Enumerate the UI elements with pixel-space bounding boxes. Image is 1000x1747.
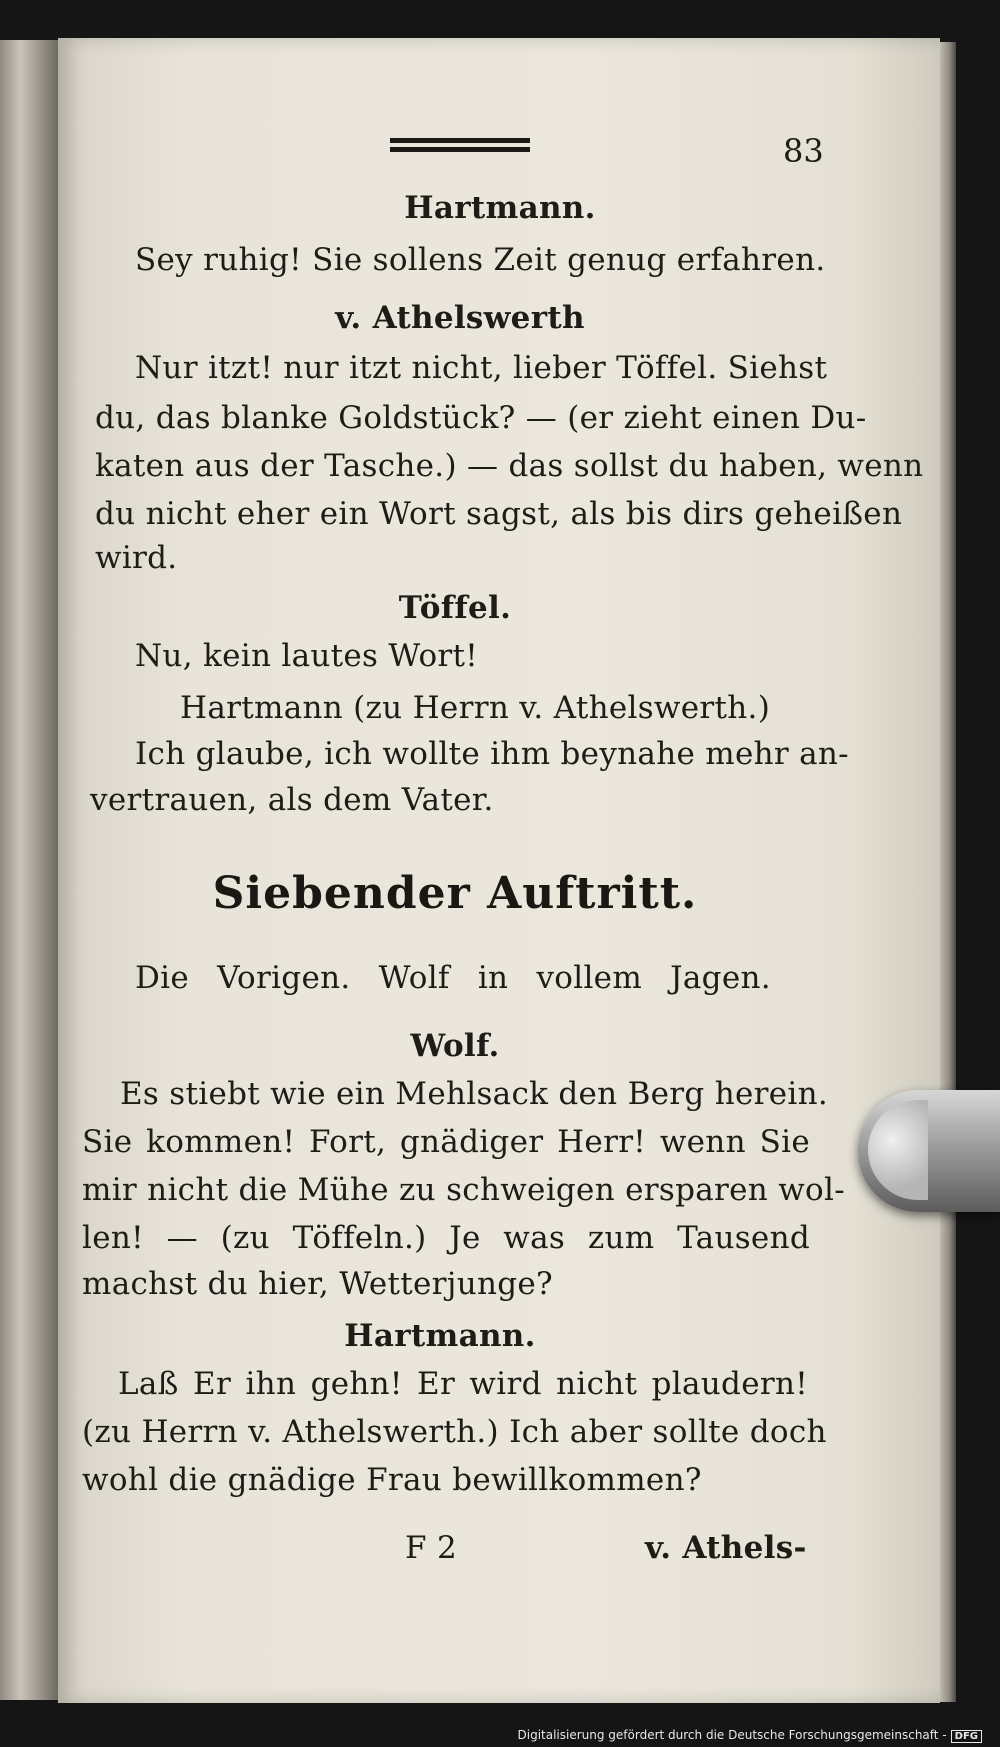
speaker-label: Hartmann (zu Herrn v. Athelswerth.) [180,690,771,726]
stage-direction: Die Vorigen. Wolf in vollem Jagen. [135,960,771,996]
page-number: 83 [783,132,824,170]
text-line: Sie kommen! Fort, gnädiger Herr! wenn Sie [82,1124,810,1160]
text-line: du, das blanke Goldstück? — (er zieht einen Du- [95,400,867,436]
text-line: Ich glaube, ich wollte ihm beynahe mehr an- [135,736,849,772]
text-line: du nicht eher ein Wort sagst, als bis dirs geheißen [95,496,903,532]
dfg-logo-icon: DFG [951,1730,982,1743]
text-line: wird. [95,540,178,576]
speaker-label: Töffel. [398,590,512,626]
catchword: v. Athels- [645,1530,807,1566]
header-rule [390,138,530,156]
credit-text: Digitalisierung gefördert durch die Deutsche Forschungsgemeinschaft - [517,1728,947,1742]
scene-heading: Siebender Auftritt. [212,868,698,919]
speaker-label: Hartmann. [344,1318,536,1354]
speaker-label: Hartmann. [404,190,596,226]
speaker-label: Wolf. [410,1028,500,1064]
digitization-credit [518,1728,983,1743]
text-line: vertrauen, als dem Vater. [90,782,494,818]
text-line: Es stiebt wie ein Mehlsack den Berg herein. [120,1076,829,1112]
text-line: machst du hier, Wetterjunge? [82,1266,553,1302]
text-line: mir nicht die Mühe zu schweigen ersparen wol- [82,1172,845,1208]
page-stack-edge [940,42,956,1702]
text-line: katen aus der Tasche.) — das sollst du haben, wenn [95,448,924,484]
text-line: Nur itzt! nur itzt nicht, lieber Töffel. Siehst [135,350,828,386]
text-line: (zu Herrn v. Athelswerth.) Ich aber sollte doch [82,1414,827,1450]
signature-mark: F 2 [405,1530,457,1566]
text-line: wohl die gnädige Frau bewillkommen? [82,1462,702,1498]
text-line: len! — (zu Töffeln.) Je was zum Tausend [82,1220,810,1256]
speaker-label: v. Athelswerth [335,300,585,336]
text-line: Sey ruhig! Sie sollens Zeit genug erfahren. [135,242,826,278]
text-line: Nu, kein lautes Wort! [135,638,479,674]
text-line: Laß Er ihn gehn! Er wird nicht plaudern! [118,1366,808,1402]
